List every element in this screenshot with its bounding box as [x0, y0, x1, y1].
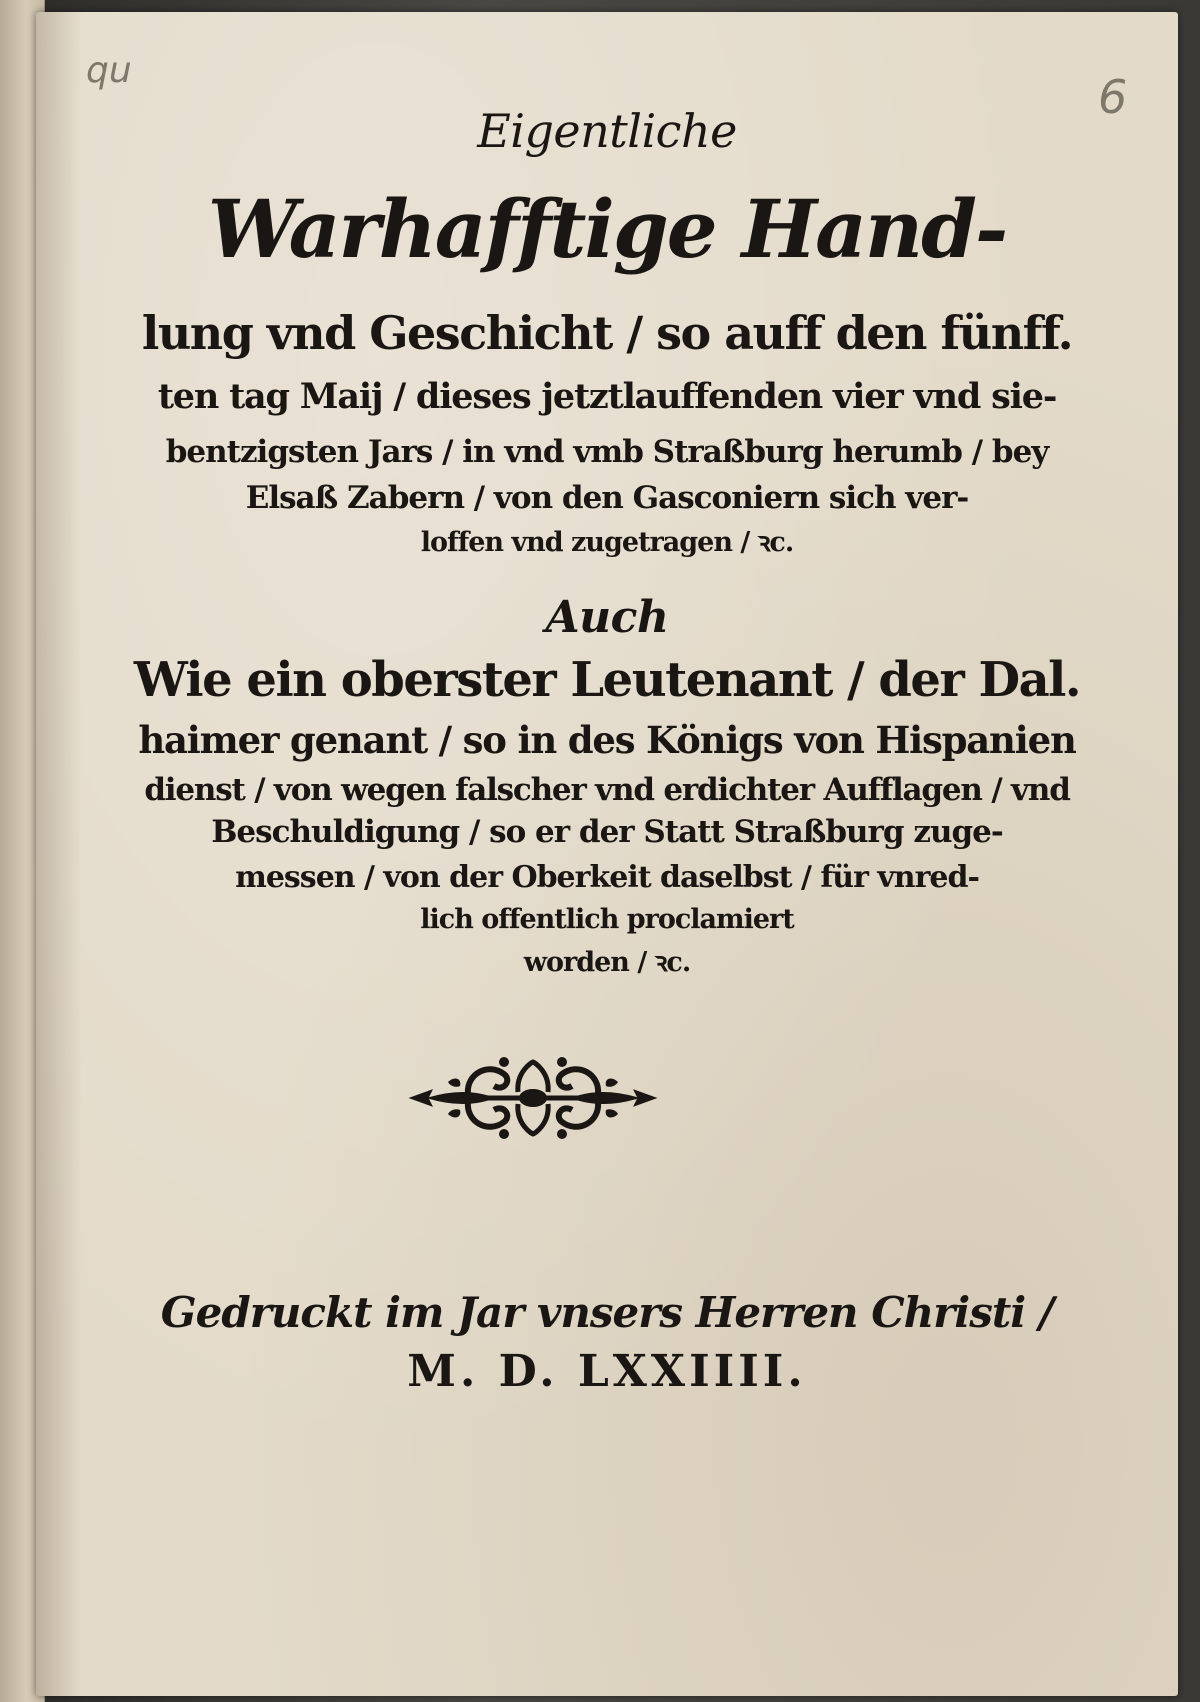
title-line-7: loffen vnd zugetragen / ꝛc. [420, 527, 794, 558]
subtitle-line-4: dienst / von wegen falscher vnd erdichter Aufflagen / vnd [144, 772, 1070, 808]
title-line-2: Warhafftige Hand- [207, 182, 1007, 276]
title-page [36, 12, 1178, 1696]
title-line-3: lung vnd Geschicht / so auff den fünff. [141, 306, 1073, 360]
title-line-5: bentzigsten Jars / in vnd vmb Straßburg herumb / bey [165, 434, 1049, 470]
pencil-note-top-right: 6 [1098, 70, 1128, 124]
pencil-note-top-left: qu [86, 50, 132, 91]
fleuron-ornament-icon [408, 1052, 658, 1144]
imprint-date: M. D. LXXIIII. [407, 1346, 807, 1397]
subtitle-line-8: worden / ꝛc. [523, 947, 691, 978]
title-line-4: ten tag Maij / dieses jetztlauffenden vier vnd sie- [157, 376, 1057, 417]
page-content [36, 12, 1178, 1696]
subtitle-line-5: Beschuldigung / so er der Statt Straßburg zuge- [211, 814, 1003, 850]
title-line-1: Eigentliche [477, 104, 737, 158]
title-line-6: Elsaß Zabern / von den Gasconiern sich ver- [245, 480, 969, 516]
auch-heading: Auch [545, 592, 669, 643]
subtitle-line-2: Wie ein oberster Leutenant / der Dal. [133, 652, 1081, 708]
subtitle-line-7: lich offentlich proclamiert [420, 904, 794, 935]
subtitle-line-3: haimer genant / so in des Königs von Hispanien [138, 718, 1076, 762]
imprint-line-1: Gedruckt im Jar vnsers Herren Christi / [160, 1288, 1054, 1337]
subtitle-line-6: messen / von der Oberkeit daselbst / für vnred- [235, 860, 979, 895]
